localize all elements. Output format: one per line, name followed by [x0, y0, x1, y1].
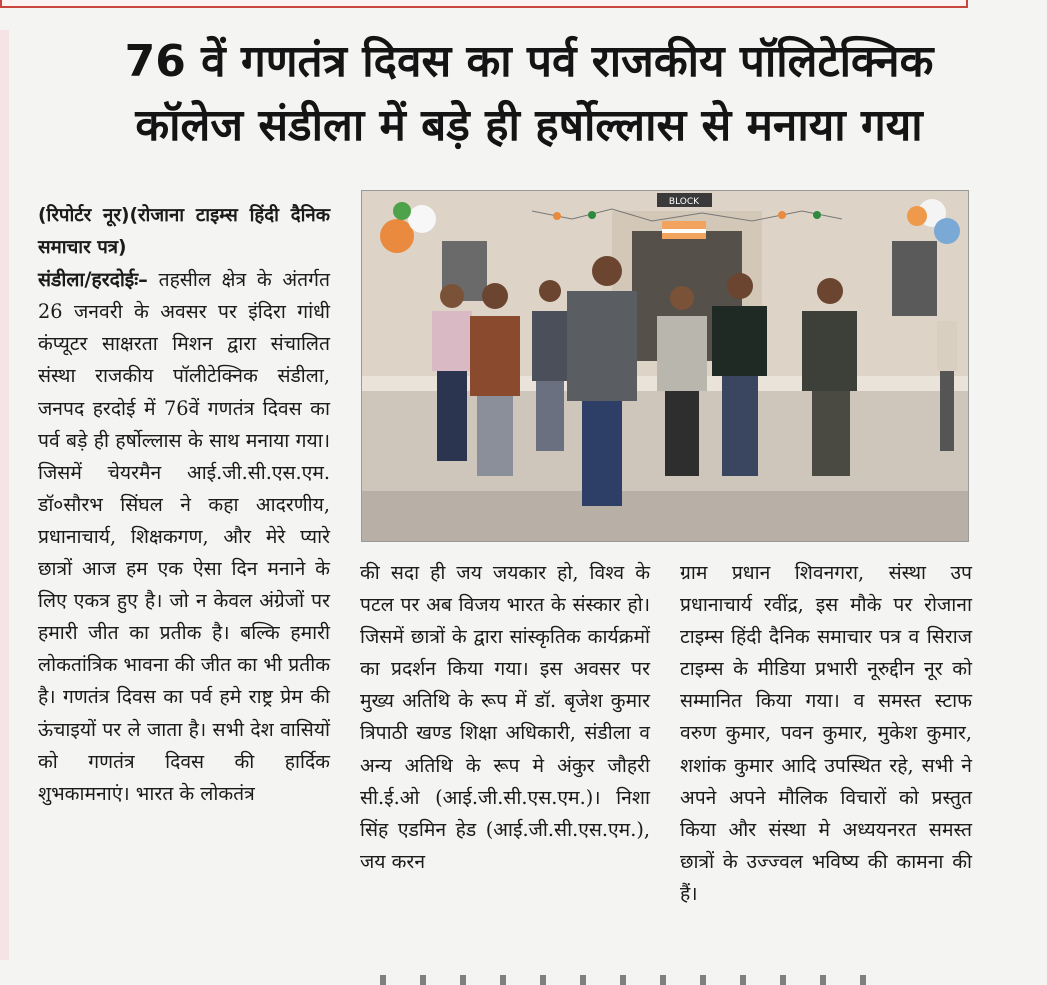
- block-sign: BLOCK: [668, 197, 700, 207]
- headline: [14, 30, 1044, 158]
- article-column-1: [38, 200, 330, 810]
- page-margin-strip: [0, 30, 9, 960]
- event-photo: [361, 190, 969, 542]
- article-text-col2: की सदा ही जय जयकार हो, विश्व के पटल पर अब विजय भारत के संस्कार हो। जिसमें छात्रों के द्वारा सांस्कृतिक कार्यक्रमों का प्रदर्शन किया गया। इस अवसर पर मुख्य अतिथि के रूप में डॉ. बृजेश कुमार त्रिपाठी खण्ड शिक्षा अधिकारी, संडीला व अन्य अतिथि के रूप मे अंकुर जौहरी सी.ई.ओ (आई.जी.सी.एस.एम.)। निशा सिंह एडमिन हेड (आई.जी.सी.एस.एम.), जय करन: [360, 561, 650, 873]
- group-photo-illustration: [362, 191, 968, 541]
- dateline: संडीला/हरदोईः–: [38, 268, 148, 292]
- byline: (रिपोर्टर नूर)(रोजाना टाइम्स हिंदी दैनिक समाचार पत्र): [38, 205, 330, 259]
- previous-article-frame: [0, 0, 968, 8]
- headline-line-1: 76 वें गणतंत्र दिवस का पर्व राजकीय पॉलिटेक्निक: [124, 36, 934, 87]
- article-text-col1: तहसील क्षेत्र के अंतर्गत 26 जनवरी के अवसर पर इंदिरा गांधी कंप्यूटर साक्षरता मिशन द्वारा संचालित संस्था राजकीय पॉलीटेक्निक संडीला, जनपद हरदोई में 76वें गणतंत्र दिवस का पर्व बड़े ही हर्षोल्लास के साथ मनाया गया। जिसमें चेयरमैन आई.जी.सी.एस.एम. डॉ०सौरभ सिंघल ने कहा आदरणीय, प्रधानाचार्य, शिक्षकगण, और मेरे प्यारे छात्रों आज हम एक ऐसा दिन मनाने के लिए एकत्र हुए है। जो न केवल अंग्रेजों पर हमारी जीत का प्रतीक है। बल्कि हमारी लोकतांत्रिक भावना की जीत का भी प्रतीक है। गणतंत्र दिवस का पर्व हमे राष्ट्र प्रेम की ऊंचाइयों पर ले जाता है। सभी देश वासियों को गणतंत्र दिवस की हार्दिक शुभकामनाएं। भारत के लोकतंत्र: [38, 268, 330, 805]
- article-column-2: [360, 557, 650, 878]
- article-text-col3: ग्राम प्रधान शिवनगरा, संस्था उप प्रधानाचार्य रवींद्र, इस मौके पर रोजाना टाइम्स हिंदी दैनिक समाचार पत्र व सिराज टाइम्स के मीडिया प्रभारी नूरुद्दीन नूर को सम्मानित किया गया। व समस्त स्टाफ वरुण कुमार, पवन कुमार, मुकेश कुमार, शशांक कुमार आदि उपस्थित रहे, सभी ने अपने अपने मौलिक विचारों को प्रस्तुत किया और संस्था मे अध्ययनरत समस्त छात्रों के उज्ज्वल भविष्य की कामना की हैं।: [680, 561, 972, 905]
- article-column-3: [680, 557, 972, 910]
- article-lead: [38, 264, 330, 810]
- next-headline-cutoff: [380, 975, 900, 985]
- headline-line-2: कॉलेज संडीला में बड़े ही हर्षोल्लास से मनाया गया: [135, 100, 923, 151]
